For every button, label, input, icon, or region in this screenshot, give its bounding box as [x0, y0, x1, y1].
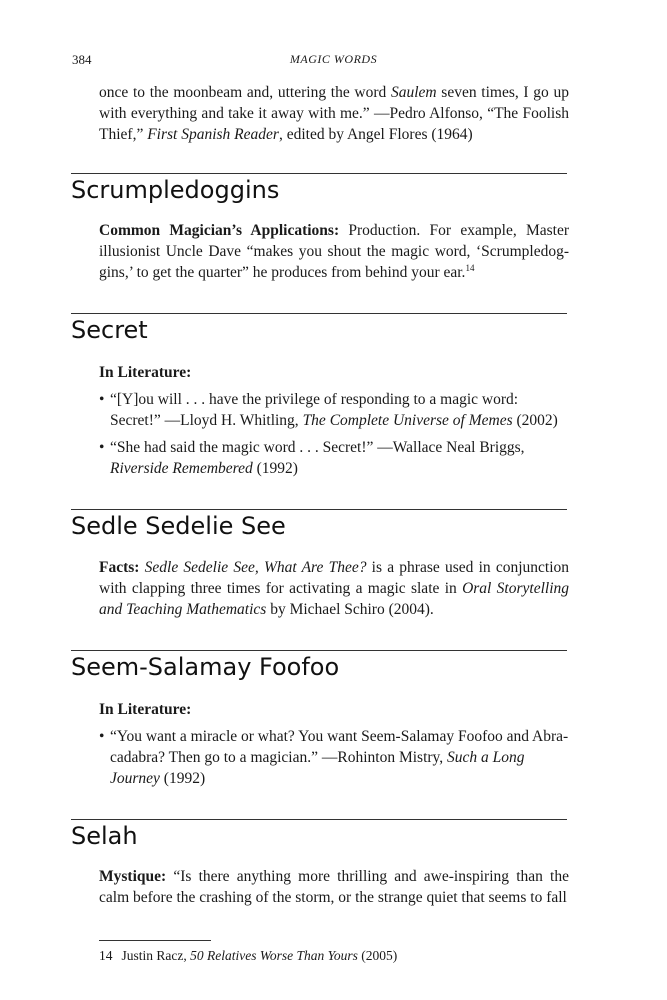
entry-label-seem-salamay: In Literature: — [99, 701, 192, 718]
running-head: MAGIC WORDS — [289, 52, 378, 66]
entry-paragraph-scrumpledoggins: Common Magician’s Applications: Production. For example, Master illusionist Uncle Dave “makes you shout the magic word, ‘Scrumpledog-gins,’ to get the quarter” he produces from behind your ear.$^{14}$ — [99, 222, 569, 281]
entry-title-selah: Selah — [71, 822, 138, 850]
entry-paragraph-selah: Mystique: “Is there anything more thrilling and awe-inspiring than the calm before the crashing of the storm, or the strange quiet that seems to fall — [99, 868, 569, 906]
entry-paragraph-sedle-sedelie-see: Facts: Sedle Sedelie See, What Are Thee? is a phrase used in conjunction with clapping three times for activating a magic slate in Oral Storytelling and Teaching Mathematics by Michael Schiro (2004). — [99, 559, 570, 618]
footnote-rule — [99, 940, 211, 941]
entry-title-sedle-sedelie-see: Sedle Sedelie See — [71, 512, 286, 540]
section-rule — [71, 173, 567, 174]
bullet-icon: • — [99, 391, 105, 408]
list-item: • “She had said the magic word . . . Secret!” —Wallace Neal Briggs, Riverside Remembered (1992) — [99, 439, 525, 477]
list-item: • “You want a miracle or what? You want Seem-Salamay Foofoo and Abra-cadabra? Then go to a magician.” —Rohinton Mistry, Such a Long Journey (1992) — [99, 728, 569, 787]
entry-label-secret: In Literature: — [99, 364, 192, 381]
section-rule — [71, 650, 567, 651]
footnote: 14 Justin Racz, 50 Relatives Worse Than Yours (2005) — [99, 948, 398, 963]
continuation-paragraph: once to the moonbeam and, uttering the word Saulem seven times, I go up with everything and take it away with me.” —Pedro Alfonso, “The Foolish Thief,” First Spanish Reader, edited by Angel Flores (1964) — [99, 84, 569, 143]
bullet-icon: • — [99, 728, 105, 745]
section-rule — [71, 313, 567, 314]
entry-title-secret: Secret — [71, 316, 148, 344]
entry-label: Common Magician’s Applications: — [99, 222, 340, 239]
footnote-ref: 14 — [465, 262, 475, 273]
bullet-icon: • — [99, 439, 105, 456]
section-rule — [71, 819, 567, 820]
entry-title-scrumpledoggins: Scrumpledoggins — [71, 176, 280, 204]
list-item: • “[Y]ou will . . . have the privilege of responding to a magic word: Secret!” —Lloyd H. Whitling, The Complete Universe of Memes (2002) — [99, 391, 558, 429]
section-rule — [71, 509, 567, 510]
page-number: 384 — [72, 52, 92, 67]
entry-title-seem-salamay-foofoo: Seem-Salamay Foofoo — [71, 653, 340, 681]
